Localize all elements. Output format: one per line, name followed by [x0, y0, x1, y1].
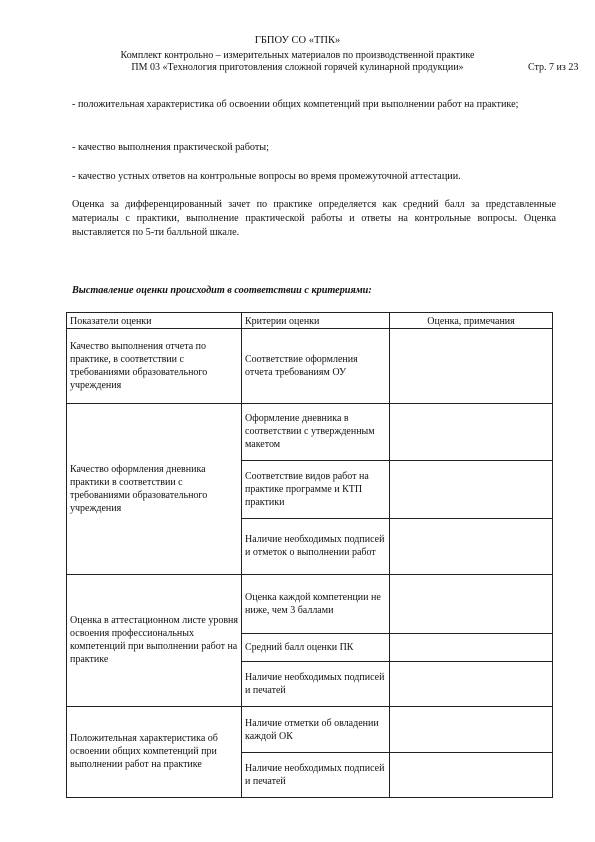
- bullet-item: - качество выполнения практической работы;: [72, 142, 269, 153]
- notes-cell: [390, 460, 553, 518]
- table-row: [67, 329, 553, 404]
- criterion-cell: Наличие отметки об овладении каждой ОК: [242, 706, 390, 753]
- module-title: ПМ 03 «Технология приготовления сложной горячей кулинарной продукции»: [131, 62, 464, 73]
- table-row: [67, 575, 553, 634]
- notes-cell: [390, 662, 553, 707]
- notes-cell: [390, 329, 553, 404]
- indicator-cell: Качество выполнения отчета по практике, в соответствии с требованиями образовательного учреждения: [67, 329, 242, 404]
- document-kit-title: Комплект контрольно – измерительных материалов по производственной практике: [120, 50, 475, 61]
- criterion-cell: Соответствие видов работ на практике программе и КТП практики: [242, 460, 390, 518]
- criterion-cell: Оценка каждой компетенции не ниже, чем 3 баллами: [242, 575, 390, 634]
- criteria-heading: Выставление оценки происходит в соответствии с критериями:: [72, 285, 372, 296]
- criterion-cell: Оформление дневника в соответствии с утвержденным макетом: [242, 404, 390, 461]
- grading-paragraph: Оценка за дифференцированный зачет по практике определяется как средний балл за представленные материалы с практики, выполнение практической работы и ответы на контрольные вопросы. Оценка выставляется по 5-ти балльной шкале.: [72, 199, 556, 238]
- criterion-cell: Средний балл оценки ПК: [242, 633, 390, 661]
- indicator-cell: Оценка в аттестационном листе уровня освоения профессиональных компетенций при выполнении работ на практике: [67, 575, 242, 707]
- notes-cell: [390, 633, 553, 661]
- notes-cell: [390, 706, 553, 753]
- column-header-notes: Оценка, примечания: [390, 313, 553, 329]
- indicator-cell: Качество оформления дневника практики в соответствии с требованиями образовательного учреждения: [67, 404, 242, 575]
- table-row: [67, 706, 553, 753]
- table-header-row: [67, 313, 553, 329]
- page-number: Стр. 7 из 23: [528, 62, 579, 73]
- notes-cell: [390, 575, 553, 634]
- criterion-cell: Соответствие оформления отчета требованиям ОУ: [242, 329, 390, 404]
- notes-cell: [390, 753, 553, 798]
- bullet-item: - положительная характеристика об освоении общих компетенций при выполнении работ на практике;: [72, 99, 519, 110]
- organization-name: ГБПОУ СО «ТПК»: [254, 35, 341, 46]
- notes-cell: [390, 518, 553, 575]
- notes-cell: [390, 404, 553, 461]
- table-row: [67, 404, 553, 461]
- criterion-cell: Наличие необходимых подписей и печатей: [242, 662, 390, 707]
- indicator-cell: Положительная характеристика об освоении общих компетенций при выполнении работ на практике: [67, 706, 242, 797]
- criterion-cell: Наличие необходимых подписей и печатей: [242, 753, 390, 798]
- criterion-cell: Наличие необходимых подписей и отметок о выполнении работ: [242, 518, 390, 575]
- column-header-criteria: Критерии оценки: [242, 313, 390, 329]
- bullet-item: - качество устных ответов на контрольные вопросы во время промежуточной аттестации.: [72, 171, 461, 182]
- criteria-table: [66, 312, 553, 798]
- column-header-indicators: Показатели оценки: [67, 313, 242, 329]
